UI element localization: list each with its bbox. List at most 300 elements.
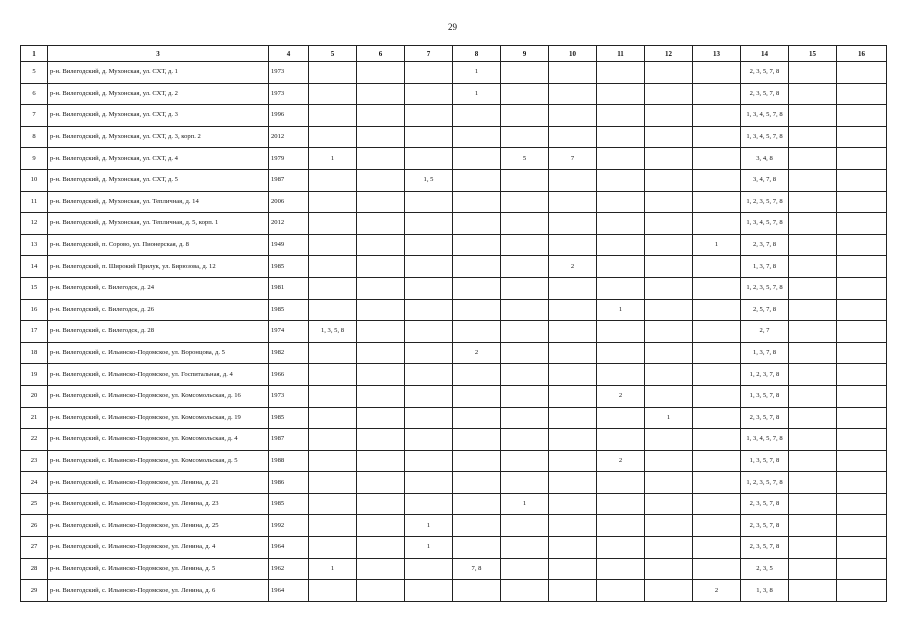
- col-7-cell: [405, 450, 453, 472]
- col-13-cell: [693, 126, 741, 148]
- col-7-cell: [405, 148, 453, 170]
- col-5-cell: 1, 3, 5, 8: [309, 321, 357, 343]
- table-row: [21, 213, 887, 235]
- table-row: [21, 105, 887, 127]
- col-13-cell: [693, 169, 741, 191]
- col-9-cell: [501, 256, 549, 278]
- table-row: [21, 364, 887, 386]
- col-5-cell: [309, 472, 357, 494]
- col-16-cell: [837, 407, 887, 429]
- col-10-cell: [549, 472, 597, 494]
- col-8-cell: [453, 299, 501, 321]
- col-15-cell: [789, 515, 837, 537]
- address-cell: р-н. Вилегодский, с. Вилегодск, д. 26: [48, 299, 269, 321]
- row-number: 16: [21, 299, 48, 321]
- col-14-cell: 2, 3, 5, 7, 8: [741, 493, 789, 515]
- col-15-cell: [789, 256, 837, 278]
- col-14-cell: 1, 2, 3, 5, 7, 8: [741, 191, 789, 213]
- table-row: [21, 515, 887, 537]
- col-16-cell: [837, 62, 887, 84]
- year-cell: 1962: [269, 558, 309, 580]
- column-header: 5: [309, 46, 357, 62]
- col-14-cell: 1, 3, 7, 8: [741, 256, 789, 278]
- col-5-cell: [309, 62, 357, 84]
- col-12-cell: [645, 472, 693, 494]
- col-6-cell: [357, 364, 405, 386]
- row-number: 11: [21, 191, 48, 213]
- address-cell: р-н. Вилегодский, с. Вилегодск, д. 24: [48, 277, 269, 299]
- col-14-cell: 2, 5, 7, 8: [741, 299, 789, 321]
- col-13-cell: 1: [693, 234, 741, 256]
- col-11-cell: [597, 234, 645, 256]
- col-12-cell: [645, 105, 693, 127]
- col-16-cell: [837, 126, 887, 148]
- col-12-cell: [645, 126, 693, 148]
- col-7-cell: [405, 493, 453, 515]
- col-7-cell: [405, 299, 453, 321]
- col-9-cell: [501, 472, 549, 494]
- col-15-cell: [789, 493, 837, 515]
- col-6-cell: [357, 429, 405, 451]
- year-cell: 1949: [269, 234, 309, 256]
- col-14-cell: 2, 3, 5, 7, 8: [741, 537, 789, 559]
- col-6-cell: [357, 169, 405, 191]
- col-16-cell: [837, 429, 887, 451]
- row-number: 21: [21, 407, 48, 429]
- col-5-cell: [309, 213, 357, 235]
- col-5-cell: [309, 342, 357, 364]
- col-10-cell: [549, 299, 597, 321]
- address-cell: р-н. Вилегодский, п. Сорово, ул. Пионерская, д. 8: [48, 234, 269, 256]
- col-6-cell: [357, 472, 405, 494]
- col-10-cell: [549, 213, 597, 235]
- col-12-cell: [645, 580, 693, 602]
- col-12-cell: [645, 83, 693, 105]
- col-9-cell: [501, 450, 549, 472]
- col-15-cell: [789, 558, 837, 580]
- col-15-cell: [789, 148, 837, 170]
- col-13-cell: [693, 83, 741, 105]
- year-cell: 1987: [269, 429, 309, 451]
- address-cell: р-н. Вилегодский, с. Ильинско-Подомское, ул. Ленина, д. 21: [48, 472, 269, 494]
- col-8-cell: 2: [453, 342, 501, 364]
- row-number: 28: [21, 558, 48, 580]
- col-10-cell: 2: [549, 256, 597, 278]
- col-16-cell: [837, 234, 887, 256]
- col-13-cell: [693, 213, 741, 235]
- col-10-cell: [549, 493, 597, 515]
- year-cell: 2012: [269, 126, 309, 148]
- col-13-cell: [693, 105, 741, 127]
- col-13-cell: [693, 256, 741, 278]
- address-cell: р-н. Вилегодский, д. Мухонская, ул. СХТ, д. 3: [48, 105, 269, 127]
- col-16-cell: [837, 191, 887, 213]
- address-cell: р-н. Вилегодский, с. Ильинско-Подомское, ул. Комсомольская, д. 19: [48, 407, 269, 429]
- col-9-cell: [501, 83, 549, 105]
- year-cell: 1986: [269, 472, 309, 494]
- col-8-cell: [453, 277, 501, 299]
- col-13-cell: [693, 515, 741, 537]
- col-10-cell: [549, 515, 597, 537]
- col-5-cell: [309, 580, 357, 602]
- col-13-cell: [693, 148, 741, 170]
- address-cell: р-н. Вилегодский, с. Ильинско-Подомское, ул. Воронцова, д. 5: [48, 342, 269, 364]
- col-6-cell: [357, 342, 405, 364]
- year-cell: 2012: [269, 213, 309, 235]
- col-16-cell: [837, 472, 887, 494]
- col-11-cell: [597, 580, 645, 602]
- col-12-cell: [645, 364, 693, 386]
- col-11-cell: [597, 558, 645, 580]
- col-9-cell: [501, 537, 549, 559]
- col-16-cell: [837, 558, 887, 580]
- col-10-cell: [549, 277, 597, 299]
- table-row: [21, 126, 887, 148]
- row-number: 9: [21, 148, 48, 170]
- col-5-cell: [309, 191, 357, 213]
- col-7-cell: [405, 342, 453, 364]
- table-row: [21, 256, 887, 278]
- table-row: [21, 580, 887, 602]
- col-16-cell: [837, 385, 887, 407]
- col-6-cell: [357, 148, 405, 170]
- table-row: [21, 321, 887, 343]
- col-12-cell: [645, 277, 693, 299]
- col-15-cell: [789, 450, 837, 472]
- row-number: 6: [21, 83, 48, 105]
- col-14-cell: 2, 3, 5, 7, 8: [741, 83, 789, 105]
- col-10-cell: [549, 234, 597, 256]
- registry-table: [20, 45, 887, 602]
- col-14-cell: 1, 3, 4, 5, 7, 8: [741, 213, 789, 235]
- col-9-cell: [501, 62, 549, 84]
- col-12-cell: [645, 537, 693, 559]
- year-cell: 1964: [269, 537, 309, 559]
- col-11-cell: 1: [597, 299, 645, 321]
- col-9-cell: [501, 234, 549, 256]
- address-cell: р-н. Вилегодский, с. Ильинско-Подомское, ул. Комсомольская, д. 4: [48, 429, 269, 451]
- table-row: [21, 299, 887, 321]
- col-13-cell: [693, 299, 741, 321]
- address-cell: р-н. Вилегодский, с. Ильинско-Подомское, ул. Ленина, д. 25: [48, 515, 269, 537]
- column-header: 11: [597, 46, 645, 62]
- col-9-cell: 5: [501, 148, 549, 170]
- col-9-cell: [501, 105, 549, 127]
- address-cell: р-н. Вилегодский, с. Ильинско-Подомское, ул. Комсомольская, д. 5: [48, 450, 269, 472]
- col-12-cell: [645, 450, 693, 472]
- col-7-cell: [405, 558, 453, 580]
- col-6-cell: [357, 450, 405, 472]
- col-14-cell: 2, 3, 7, 8: [741, 234, 789, 256]
- col-15-cell: [789, 169, 837, 191]
- row-number: 27: [21, 537, 48, 559]
- col-7-cell: [405, 580, 453, 602]
- col-6-cell: [357, 493, 405, 515]
- col-14-cell: 1, 2, 3, 5, 7, 8: [741, 472, 789, 494]
- col-8-cell: [453, 321, 501, 343]
- year-cell: 1973: [269, 385, 309, 407]
- col-8-cell: [453, 364, 501, 386]
- col-15-cell: [789, 83, 837, 105]
- col-6-cell: [357, 126, 405, 148]
- col-11-cell: [597, 277, 645, 299]
- col-12-cell: [645, 342, 693, 364]
- col-11-cell: [597, 169, 645, 191]
- col-8-cell: [453, 450, 501, 472]
- col-15-cell: [789, 472, 837, 494]
- col-11-cell: [597, 83, 645, 105]
- col-16-cell: [837, 321, 887, 343]
- col-16-cell: [837, 277, 887, 299]
- col-15-cell: [789, 385, 837, 407]
- col-13-cell: [693, 385, 741, 407]
- col-10-cell: [549, 558, 597, 580]
- table-row: [21, 169, 887, 191]
- col-7-cell: [405, 126, 453, 148]
- column-header: 3: [48, 46, 269, 62]
- col-6-cell: [357, 537, 405, 559]
- col-8-cell: [453, 126, 501, 148]
- col-10-cell: 7: [549, 148, 597, 170]
- col-5-cell: [309, 493, 357, 515]
- col-5-cell: [309, 515, 357, 537]
- col-10-cell: [549, 385, 597, 407]
- col-8-cell: [453, 493, 501, 515]
- col-12-cell: [645, 558, 693, 580]
- col-8-cell: [453, 580, 501, 602]
- col-13-cell: [693, 277, 741, 299]
- row-number: 13: [21, 234, 48, 256]
- col-9-cell: [501, 580, 549, 602]
- year-cell: 1985: [269, 407, 309, 429]
- col-9-cell: [501, 191, 549, 213]
- col-9-cell: [501, 126, 549, 148]
- col-9-cell: [501, 558, 549, 580]
- col-7-cell: [405, 407, 453, 429]
- address-cell: р-н. Вилегодский, с. Ильинско-Подомское, ул. Ленина, д. 23: [48, 493, 269, 515]
- col-10-cell: [549, 83, 597, 105]
- col-16-cell: [837, 169, 887, 191]
- table-row: [21, 537, 887, 559]
- row-number: 5: [21, 62, 48, 84]
- col-10-cell: [549, 580, 597, 602]
- table-row: [21, 62, 887, 84]
- col-12-cell: [645, 321, 693, 343]
- col-5-cell: [309, 385, 357, 407]
- col-14-cell: 1, 3, 8: [741, 580, 789, 602]
- col-12-cell: [645, 213, 693, 235]
- col-7-cell: [405, 364, 453, 386]
- col-16-cell: [837, 364, 887, 386]
- col-11-cell: [597, 537, 645, 559]
- col-9-cell: [501, 299, 549, 321]
- column-header: 16: [837, 46, 887, 62]
- col-5-cell: [309, 105, 357, 127]
- col-5-cell: [309, 277, 357, 299]
- col-6-cell: [357, 321, 405, 343]
- row-number: 25: [21, 493, 48, 515]
- address-cell: р-н. Вилегодский, д. Мухонская, ул. СХТ, д. 1: [48, 62, 269, 84]
- address-cell: р-н. Вилегодский, д. Мухонская, ул. СХТ, д. 4: [48, 148, 269, 170]
- col-11-cell: [597, 407, 645, 429]
- col-7-cell: [405, 105, 453, 127]
- col-8-cell: [453, 515, 501, 537]
- col-14-cell: 1, 2, 3, 7, 8: [741, 364, 789, 386]
- col-10-cell: [549, 321, 597, 343]
- table-row: [21, 342, 887, 364]
- year-cell: 1964: [269, 580, 309, 602]
- col-5-cell: [309, 126, 357, 148]
- col-13-cell: [693, 321, 741, 343]
- col-6-cell: [357, 256, 405, 278]
- col-16-cell: [837, 213, 887, 235]
- year-cell: 1992: [269, 515, 309, 537]
- col-9-cell: [501, 213, 549, 235]
- col-14-cell: 2, 3, 5, 7, 8: [741, 515, 789, 537]
- col-6-cell: [357, 62, 405, 84]
- col-10-cell: [549, 126, 597, 148]
- col-16-cell: [837, 450, 887, 472]
- address-cell: р-н. Вилегодский, с. Ильинско-Подомское, ул. Ленина, д. 5: [48, 558, 269, 580]
- col-8-cell: 1: [453, 83, 501, 105]
- col-5-cell: [309, 299, 357, 321]
- table-row: [21, 472, 887, 494]
- table-row: [21, 83, 887, 105]
- address-cell: р-н. Вилегодский, д. Мухонская, ул. СХТ, д. 3, корп. 2: [48, 126, 269, 148]
- col-7-cell: [405, 213, 453, 235]
- row-number: 15: [21, 277, 48, 299]
- col-6-cell: [357, 234, 405, 256]
- col-9-cell: [501, 407, 549, 429]
- col-16-cell: [837, 256, 887, 278]
- col-7-cell: [405, 385, 453, 407]
- col-5-cell: [309, 429, 357, 451]
- col-5-cell: [309, 407, 357, 429]
- year-cell: 1982: [269, 342, 309, 364]
- col-15-cell: [789, 429, 837, 451]
- col-10-cell: [549, 429, 597, 451]
- col-8-cell: [453, 256, 501, 278]
- col-8-cell: [453, 105, 501, 127]
- col-6-cell: [357, 105, 405, 127]
- col-13-cell: [693, 472, 741, 494]
- col-9-cell: [501, 321, 549, 343]
- col-16-cell: [837, 83, 887, 105]
- row-number: 20: [21, 385, 48, 407]
- column-header: 9: [501, 46, 549, 62]
- col-5-cell: [309, 234, 357, 256]
- col-12-cell: [645, 148, 693, 170]
- col-8-cell: [453, 385, 501, 407]
- col-13-cell: [693, 62, 741, 84]
- col-7-cell: [405, 191, 453, 213]
- col-10-cell: [549, 407, 597, 429]
- table-row: [21, 277, 887, 299]
- year-cell: 1979: [269, 148, 309, 170]
- col-6-cell: [357, 83, 405, 105]
- col-13-cell: [693, 493, 741, 515]
- row-number: 17: [21, 321, 48, 343]
- row-number: 7: [21, 105, 48, 127]
- col-8-cell: [453, 234, 501, 256]
- col-8-cell: [453, 148, 501, 170]
- column-header: 14: [741, 46, 789, 62]
- table-row: [21, 429, 887, 451]
- column-header: 12: [645, 46, 693, 62]
- col-7-cell: [405, 256, 453, 278]
- col-10-cell: [549, 364, 597, 386]
- col-14-cell: 2, 3, 5: [741, 558, 789, 580]
- table-row: [21, 407, 887, 429]
- col-6-cell: [357, 277, 405, 299]
- col-6-cell: [357, 515, 405, 537]
- col-10-cell: [549, 450, 597, 472]
- col-15-cell: [789, 105, 837, 127]
- col-12-cell: [645, 62, 693, 84]
- col-7-cell: [405, 429, 453, 451]
- year-cell: 1973: [269, 62, 309, 84]
- year-cell: 1985: [269, 256, 309, 278]
- col-11-cell: [597, 105, 645, 127]
- col-6-cell: [357, 558, 405, 580]
- col-8-cell: [453, 537, 501, 559]
- col-10-cell: [549, 62, 597, 84]
- col-15-cell: [789, 62, 837, 84]
- row-number: 26: [21, 515, 48, 537]
- col-8-cell: [453, 472, 501, 494]
- col-7-cell: 1: [405, 515, 453, 537]
- address-cell: р-н. Вилегодский, с. Ильинско-Подомское, ул. Комсомольская, д. 16: [48, 385, 269, 407]
- row-number: 22: [21, 429, 48, 451]
- col-8-cell: [453, 213, 501, 235]
- col-11-cell: [597, 126, 645, 148]
- col-10-cell: [549, 169, 597, 191]
- col-13-cell: 2: [693, 580, 741, 602]
- year-cell: 1988: [269, 450, 309, 472]
- col-9-cell: [501, 277, 549, 299]
- col-7-cell: 1: [405, 537, 453, 559]
- col-10-cell: [549, 342, 597, 364]
- col-11-cell: [597, 472, 645, 494]
- year-cell: 1987: [269, 169, 309, 191]
- row-number: 12: [21, 213, 48, 235]
- column-header: 8: [453, 46, 501, 62]
- col-15-cell: [789, 364, 837, 386]
- col-16-cell: [837, 299, 887, 321]
- address-cell: р-н. Вилегодский, с. Ильинско-Подомское, ул. Госпитальная, д. 4: [48, 364, 269, 386]
- table-row: [21, 191, 887, 213]
- col-11-cell: [597, 515, 645, 537]
- col-14-cell: 1, 3, 5, 7, 8: [741, 385, 789, 407]
- col-14-cell: 1, 3, 4, 5, 7, 8: [741, 429, 789, 451]
- col-7-cell: 1, 5: [405, 169, 453, 191]
- row-number: 19: [21, 364, 48, 386]
- col-14-cell: 1, 2, 3, 5, 7, 8: [741, 277, 789, 299]
- col-16-cell: [837, 537, 887, 559]
- address-cell: р-н. Вилегодский, д. Мухонская, ул. Тепличная, д. 5, корп. 1: [48, 213, 269, 235]
- col-15-cell: [789, 277, 837, 299]
- col-13-cell: [693, 407, 741, 429]
- header-row: [21, 46, 887, 62]
- column-header: 7: [405, 46, 453, 62]
- col-5-cell: [309, 450, 357, 472]
- year-cell: 1973: [269, 83, 309, 105]
- year-cell: 1966: [269, 364, 309, 386]
- col-7-cell: [405, 321, 453, 343]
- col-12-cell: [645, 429, 693, 451]
- col-11-cell: [597, 256, 645, 278]
- col-5-cell: 1: [309, 148, 357, 170]
